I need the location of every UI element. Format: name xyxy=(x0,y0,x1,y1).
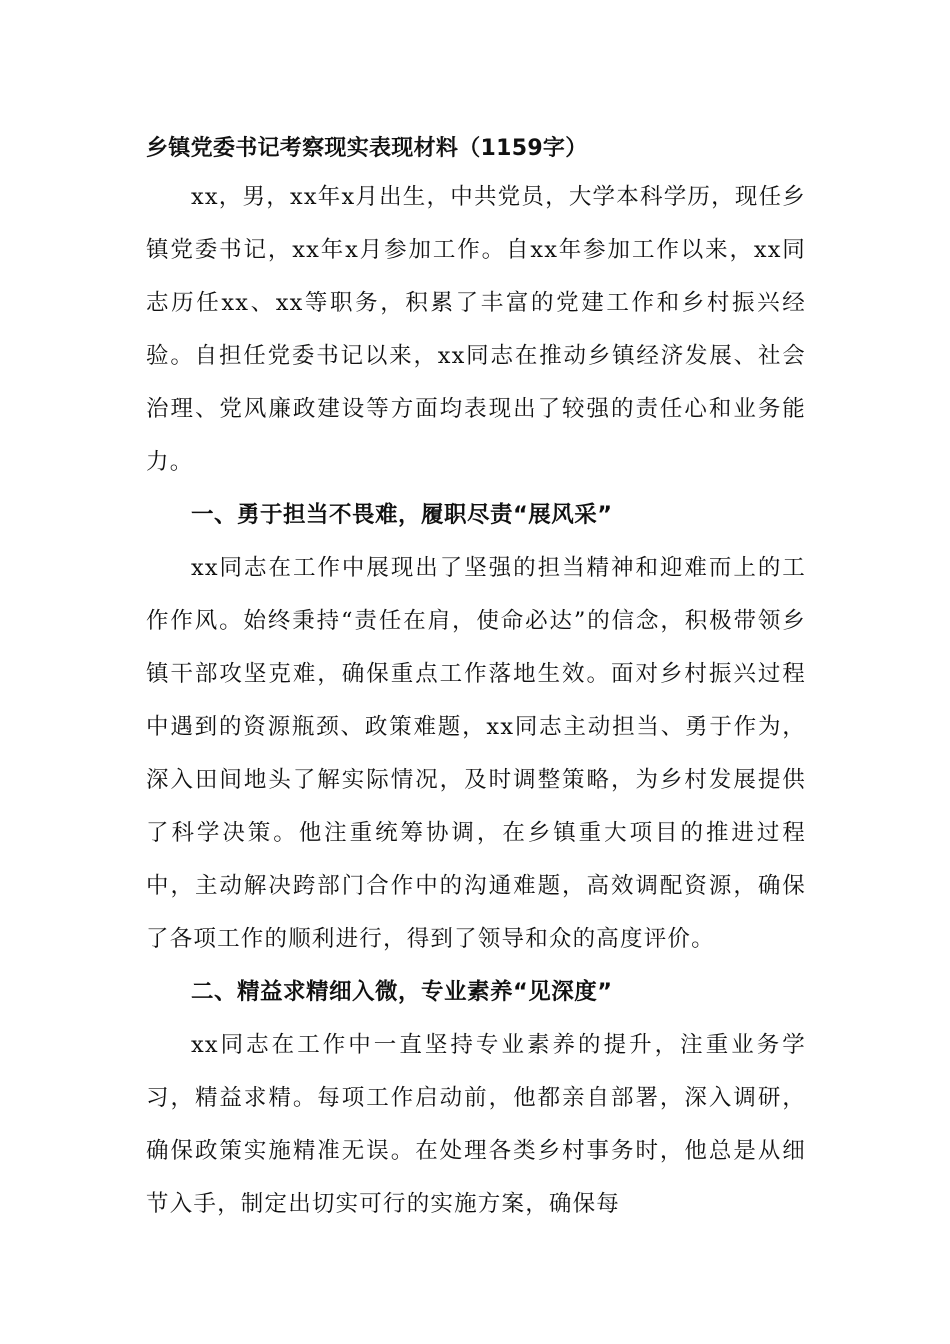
intro-paragraph: xx，男，xx年x月出生，中共党员，大学本科学历，现任乡镇党委书记，xx年x月参加工作。自xx年参加工作以来，xx同志历任xx、xx等职务，积累了丰富的党建工作和乡村振兴经验。自担任党委书记以来，xx同志在推动乡镇经济发展、社会治理、党风廉政建设等方面均表现出了较强的责任心和业务能力。 xyxy=(146,184,806,475)
document-title: 乡镇党委书记考察现实表现材料（1159字） xyxy=(146,136,588,161)
section-1-heading: 一、勇于担当不畏难，履职尽责“展风采” xyxy=(191,502,613,528)
section-2-paragraph: xx同志在工作中一直坚持专业素养的提升，注重业务学习，精益求精。每项工作启动前，他都亲自部署，深入调研，确保政策实施精准无误。在处理各类乡村事务时，他总是从细节入手，制定出切实可行的实施方案，确保每 xyxy=(146,1032,806,1217)
section-2-heading: 二、精益求精细入微，专业素养“见深度” xyxy=(191,979,613,1005)
document-content xyxy=(146,127,806,1231)
section-1-paragraph: xx同志在工作中展现出了坚强的担当精神和迎难而上的工作作风。始终秉持“责任在肩，使命必达”的信念，积极带领乡镇干部攻坚克难，确保重点工作落地生效。面对乡村振兴过程中遇到的资源瓶颈、政策难题，xx同志主动担当、勇于作为，深入田间地头了解实际情况，及时调整策略，为乡村发展提供了科学决策。他注重统筹协调，在乡镇重大项目的推进过程中，主动解决跨部门合作中的沟通难题，高效调配资源，确保了各项工作的顺利进行，得到了领导和众的高度评价。 xyxy=(146,555,806,952)
